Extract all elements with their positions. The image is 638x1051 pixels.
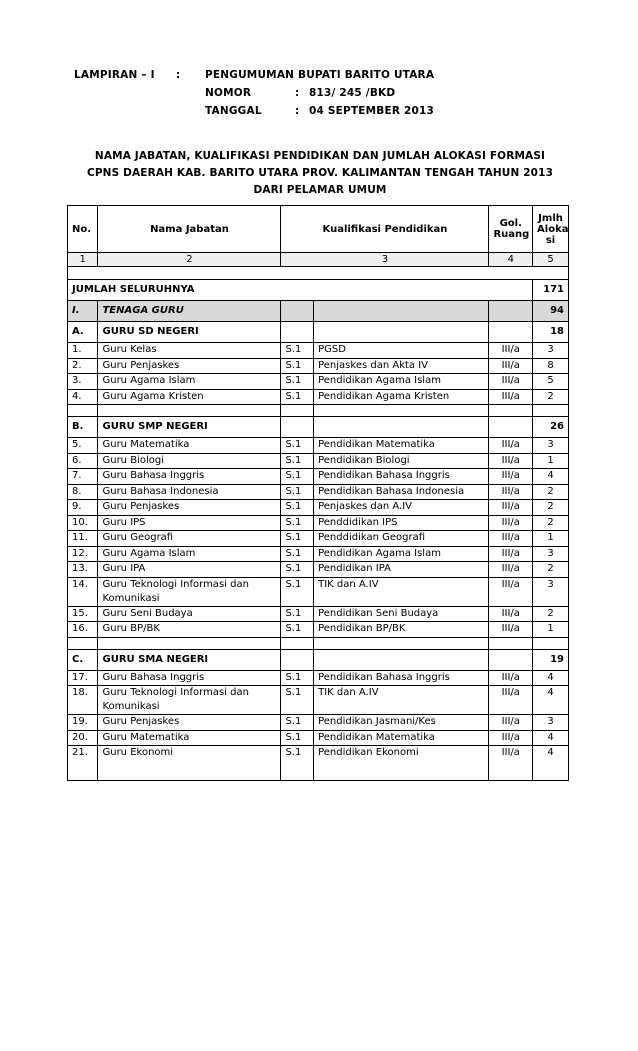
row-no: 11. [68,531,98,547]
table-row [68,562,569,578]
row-jumlah: 1 [533,453,569,469]
tanggal-line [205,102,434,120]
row-strata: S.1 [281,453,314,469]
row-jumlah: 4 [533,746,569,781]
row-kualifikasi: Pendidikan Biologi [314,453,489,469]
column-number-row [68,253,569,267]
row-no: 8. [68,484,98,500]
row-kualifikasi: Penjaskes dan Akta IV [314,358,489,374]
col-number-5: 5 [533,253,569,267]
row-no: 15. [68,606,98,622]
header-no: No. [68,206,98,253]
section-value: 26 [533,417,569,438]
row-strata: S.1 [281,622,314,638]
row-no: 10. [68,515,98,531]
row-no: 13. [68,562,98,578]
row-kualifikasi: Pendidikan Agama Islam [314,546,489,562]
row-no: 16. [68,622,98,638]
row-no: 3. [68,374,98,390]
row-gol-ruang: III/a [489,622,533,638]
group-label: TENAGA GURU [98,301,281,322]
total-row [68,280,569,301]
row-gol-ruang: III/a [489,343,533,359]
table-row [68,622,569,638]
row-jumlah: 5 [533,374,569,390]
row-nama-jabatan: Guru Bahasa Inggris [98,670,281,686]
row-gol-ruang: III/a [489,438,533,454]
row-no: 6. [68,453,98,469]
formasi-table [67,205,569,781]
row-nama-jabatan: Guru Agama Islam [98,374,281,390]
row-nama-jabatan: Guru Agama Islam [98,546,281,562]
section-spacer [68,637,569,649]
blank-row [68,267,569,280]
row-strata: S.1 [281,500,314,516]
row-strata: S.1 [281,686,314,715]
row-gol-ruang: III/a [489,453,533,469]
pengumuman-line [205,66,434,84]
row-no: 17. [68,670,98,686]
nomor-label: NOMOR [205,87,252,99]
col-number-3: 3 [281,253,489,267]
row-nama-jabatan: Guru Teknologi Informasi dan Komunikasi [98,577,281,606]
row-nama-jabatan: Guru Matematika [98,730,281,746]
row-jumlah: 4 [533,469,569,485]
header-jml: Jmlh Aloka si [533,206,569,253]
row-no: 20. [68,730,98,746]
row-gol-ruang: III/a [489,746,533,781]
table-row [68,438,569,454]
col-number-4: 4 [489,253,533,267]
row-kualifikasi: Pendidikan Seni Budaya [314,606,489,622]
row-nama-jabatan: Guru BP/BK [98,622,281,638]
row-jumlah: 2 [533,562,569,578]
row-kualifikasi: Pendidikan Agama Islam [314,374,489,390]
row-gol-ruang: III/a [489,531,533,547]
row-nama-jabatan: Guru Penjaskes [98,715,281,731]
announcement-block [205,66,434,120]
row-no: 9. [68,500,98,516]
row-strata: S.1 [281,469,314,485]
row-kualifikasi: Pendidikan Matematika [314,438,489,454]
tanggal-value: 04 SEPTEMBER 2013 [309,105,435,117]
row-no: 1. [68,343,98,359]
row-gol-ruang: III/a [489,670,533,686]
row-kualifikasi: Pendidikan Jasmani/Kes [314,715,489,731]
row-nama-jabatan: Guru Geografi [98,531,281,547]
row-no: 2. [68,358,98,374]
row-no: 5. [68,438,98,454]
row-kualifikasi: TIK dan A.IV [314,686,489,715]
row-strata: S.1 [281,358,314,374]
row-nama-jabatan: Guru IPA [98,562,281,578]
row-kualifikasi: Pendidikan Bahasa Inggris [314,469,489,485]
row-jumlah: 3 [533,715,569,731]
row-strata: S.1 [281,670,314,686]
row-gol-ruang: III/a [489,577,533,606]
row-no: 12. [68,546,98,562]
row-jumlah: 3 [533,546,569,562]
row-jumlah: 8 [533,358,569,374]
tanggal-label: TANGGAL [205,105,262,117]
section-label: GURU SMA NEGERI [98,649,281,670]
table-row [68,577,569,606]
nomor-value: 813/ 245 /BKD [309,87,396,99]
header-gol: Gol. Ruang [489,206,533,253]
row-strata: S.1 [281,531,314,547]
row-strata: S.1 [281,484,314,500]
row-jumlah: 2 [533,500,569,516]
table-row [68,500,569,516]
row-nama-jabatan: Guru IPS [98,515,281,531]
row-gol-ruang: III/a [489,484,533,500]
section-no: B. [68,417,98,438]
section-row [68,649,569,670]
row-gol-ruang: III/a [489,515,533,531]
table-row [68,531,569,547]
table-row [68,374,569,390]
header-nama: Nama Jabatan [98,206,281,253]
title-line-3: DARI PELAMAR UMUM [253,184,387,196]
tanggal-sep: : [295,105,300,117]
row-jumlah: 4 [533,670,569,686]
nomor-line [205,84,434,102]
row-gol-ruang: III/a [489,715,533,731]
row-jumlah: 1 [533,531,569,547]
row-strata: S.1 [281,606,314,622]
table-row [68,686,569,715]
lampiran-label: LAMPIRAN – I [74,69,155,81]
nomor-sep: : [295,87,300,99]
row-strata: S.1 [281,546,314,562]
row-nama-jabatan: Guru Penjaskes [98,500,281,516]
row-gol-ruang: III/a [489,606,533,622]
row-jumlah: 2 [533,515,569,531]
row-gol-ruang: III/a [489,500,533,516]
row-jumlah: 1 [533,622,569,638]
row-gol-ruang: III/a [489,389,533,405]
row-jumlah: 3 [533,343,569,359]
section-row [68,417,569,438]
row-nama-jabatan: Guru Matematika [98,438,281,454]
row-gol-ruang: III/a [489,374,533,390]
title-line-1: NAMA JABATAN, KUALIFIKASI PENDIDIKAN DAN JUMLAH ALOKASI FORMASI [94,150,546,162]
pengumuman-title: PENGUMUMAN BUPATI BARITO UTARA [205,69,435,81]
total-label: JUMLAH SELURUHNYA [68,280,533,301]
section-spacer [68,405,569,417]
row-gol-ruang: III/a [489,546,533,562]
row-strata: S.1 [281,515,314,531]
header-row [68,206,569,253]
section-label: GURU SD NEGERI [98,322,281,343]
title-line-2: CPNS DAERAH KAB. BARITO UTARA PROV. KALIMANTAN TENGAH TAHUN 2013 [86,167,554,179]
row-nama-jabatan: Guru Kelas [98,343,281,359]
table-row [68,343,569,359]
row-nama-jabatan: Guru Bahasa Indonesia [98,484,281,500]
group-no: I. [68,301,98,322]
group-row [68,301,569,322]
table-row [68,453,569,469]
group-value: 94 [533,301,569,322]
row-strata: S.1 [281,343,314,359]
row-kualifikasi: TIK dan A.IV [314,577,489,606]
row-jumlah: 2 [533,606,569,622]
row-gol-ruang: III/a [489,469,533,485]
table-row [68,358,569,374]
table-row [68,606,569,622]
row-gol-ruang: III/a [489,730,533,746]
row-strata: S.1 [281,730,314,746]
section-no: C. [68,649,98,670]
col-number-1: 1 [68,253,98,267]
section-value: 18 [533,322,569,343]
table-row [68,515,569,531]
row-no: 7. [68,469,98,485]
row-kualifikasi: Pendidikan Bahasa Inggris [314,670,489,686]
row-kualifikasi: Pendidikan Ekonomi [314,746,489,781]
row-kualifikasi: Pendidikan BP/BK [314,622,489,638]
row-no: 21. [68,746,98,781]
row-no: 4. [68,389,98,405]
row-jumlah: 4 [533,730,569,746]
table-row [68,484,569,500]
row-strata: S.1 [281,562,314,578]
row-jumlah: 3 [533,438,569,454]
row-nama-jabatan: Guru Penjaskes [98,358,281,374]
col-number-2: 2 [98,253,281,267]
table-row [68,389,569,405]
table-row [68,730,569,746]
section-label: GURU SMP NEGERI [98,417,281,438]
row-no: 14. [68,577,98,606]
row-strata: S.1 [281,577,314,606]
header-kualifikasi: Kualifikasi Pendidikan [281,206,489,253]
row-strata: S.1 [281,389,314,405]
row-nama-jabatan: Guru Agama Kristen [98,389,281,405]
row-nama-jabatan: Guru Seni Budaya [98,606,281,622]
row-nama-jabatan: Guru Bahasa Inggris [98,469,281,485]
row-gol-ruang: III/a [489,358,533,374]
row-strata: S.1 [281,438,314,454]
row-gol-ruang: III/a [489,562,533,578]
section-no: A. [68,322,98,343]
row-strata: S.1 [281,715,314,731]
row-kualifikasi: PGSD [314,343,489,359]
table-row [68,546,569,562]
lampiran-colon: : [176,69,181,81]
row-no: 18. [68,686,98,715]
row-kualifikasi: Penjaskes dan A.IV [314,500,489,516]
row-strata: S.1 [281,374,314,390]
document-title [70,148,570,199]
row-nama-jabatan: Guru Ekonomi [98,746,281,781]
row-jumlah: 2 [533,389,569,405]
row-nama-jabatan: Guru Biologi [98,453,281,469]
row-nama-jabatan: Guru Teknologi Informasi dan Komunikasi [98,686,281,715]
row-kualifikasi: Pendidikan IPA [314,562,489,578]
table-row [68,670,569,686]
row-jumlah: 3 [533,577,569,606]
table-row [68,715,569,731]
row-kualifikasi: Penddidikan IPS [314,515,489,531]
row-no: 19. [68,715,98,731]
total-value: 171 [533,280,569,301]
row-kualifikasi: Penddidikan Geografi [314,531,489,547]
row-strata: S.1 [281,746,314,781]
table-row [68,746,569,781]
section-row [68,322,569,343]
row-jumlah: 2 [533,484,569,500]
row-jumlah: 4 [533,686,569,715]
section-value: 19 [533,649,569,670]
row-kualifikasi: Pendidikan Matematika [314,730,489,746]
row-kualifikasi: Pendidikan Bahasa Indonesia [314,484,489,500]
row-gol-ruang: III/a [489,686,533,715]
row-kualifikasi: Pendidikan Agama Kristen [314,389,489,405]
table-row [68,469,569,485]
